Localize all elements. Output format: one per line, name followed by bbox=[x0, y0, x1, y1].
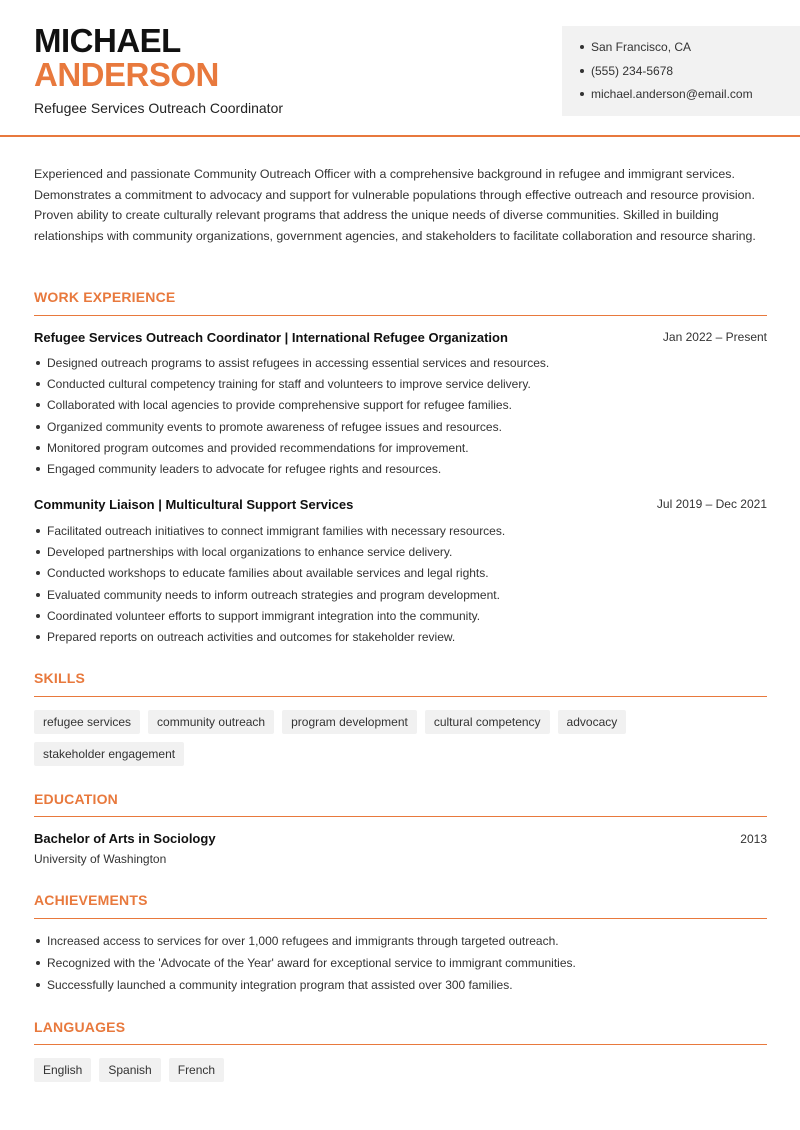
education-degree: Bachelor of Arts in Sociology bbox=[34, 831, 216, 846]
skill-tag: stakeholder engagement bbox=[34, 742, 184, 766]
list-item: Successfully launched a community integration program that assisted over 300 families. bbox=[34, 977, 767, 999]
skills-tags bbox=[34, 710, 767, 766]
section-title-languages: LANGUAGES bbox=[34, 1019, 126, 1035]
education-school: University of Washington bbox=[34, 852, 167, 866]
list-item: Designed outreach programs to assist refugees in accessing essential services and resources. bbox=[34, 355, 767, 376]
skill-tag: program development bbox=[282, 710, 417, 734]
contact-phone: (555) 234-5678 bbox=[578, 63, 800, 87]
job-date: Jan 2022 – Present bbox=[662, 330, 767, 344]
list-item: Recognized with the 'Advocate of the Year' award for exceptional service to immigrant communities. bbox=[34, 955, 767, 977]
list-item: Coordinated volunteer efforts to support immigrant integration into the community. bbox=[34, 608, 767, 629]
job-header bbox=[34, 497, 767, 512]
list-item: Organized community events to promote awareness of refugee issues and resources. bbox=[34, 419, 767, 440]
contact-location: San Francisco, CA bbox=[578, 39, 800, 63]
contact-email[interactable]: michael.anderson@email.com bbox=[578, 86, 800, 110]
section-divider bbox=[34, 1044, 767, 1045]
job-role: Refugee Services Outreach Coordinator | International Refugee Organization bbox=[34, 330, 508, 345]
last-name: ANDERSON bbox=[34, 56, 219, 93]
list-item: Facilitated outreach initiatives to connect immigrant families with necessary resources. bbox=[34, 523, 767, 544]
education-year: 2013 bbox=[740, 832, 767, 846]
list-item: Prepared reports on outreach activities and outcomes for stakeholder review. bbox=[34, 629, 767, 650]
languages-tags bbox=[34, 1058, 767, 1082]
job-header bbox=[34, 330, 767, 345]
job-date: Jul 2019 – Dec 2021 bbox=[656, 497, 767, 511]
summary-paragraph: Experienced and passionate Community Outreach Officer with a comprehensive background in refugee and immigrant services. Demonstrates a commitment to advocacy and support for vulnerable populations through effective outreach and resource provision. Proven ability to create culturally relevant programs that address the unique needs of diverse communities. Skilled in building relationships with community organizations, government agencies, and stakeholders to facilitate collaboration and resource sharing. bbox=[34, 167, 756, 243]
list-item: Conducted cultural competency training for staff and volunteers to improve service delivery. bbox=[34, 376, 767, 397]
list-item: Monitored program outcomes and provided recommendations for improvement. bbox=[34, 440, 767, 461]
section-title-achievements: ACHIEVEMENTS bbox=[34, 892, 148, 908]
skill-tag: refugee services bbox=[34, 710, 140, 734]
section-title-work: WORK EXPERIENCE bbox=[34, 289, 176, 305]
section-divider bbox=[34, 696, 767, 697]
list-item: Developed partnerships with local organizations to enhance service delivery. bbox=[34, 544, 767, 565]
section-divider bbox=[34, 315, 767, 316]
section-divider bbox=[34, 918, 767, 919]
skill-tag: advocacy bbox=[558, 710, 627, 734]
job-title: Refugee Services Outreach Coordinator bbox=[34, 100, 284, 116]
job-role: Community Liaison | Multicultural Support Services bbox=[34, 497, 354, 512]
list-item: Increased access to services for over 1,000 refugees and immigrants through targeted outreach. bbox=[34, 933, 767, 955]
section-title-skills: SKILLS bbox=[34, 670, 85, 686]
skill-tag: community outreach bbox=[148, 710, 274, 734]
achievements-list bbox=[34, 933, 767, 999]
skill-tag: cultural competency bbox=[425, 710, 550, 734]
list-item: Engaged community leaders to advocate for refugee rights and resources. bbox=[34, 461, 767, 482]
language-tag: English bbox=[34, 1058, 91, 1082]
section-title-education: EDUCATION bbox=[34, 791, 118, 807]
contact-box bbox=[562, 26, 800, 116]
list-item: Conducted workshops to educate families about available services and legal rights. bbox=[34, 565, 767, 586]
first-name: MICHAEL bbox=[34, 22, 181, 59]
job-bullets bbox=[34, 355, 767, 482]
resume-header bbox=[0, 0, 800, 137]
job-bullets bbox=[34, 523, 767, 650]
list-item: Evaluated community needs to inform outreach strategies and program development. bbox=[34, 587, 767, 608]
section-divider bbox=[34, 816, 767, 817]
language-tag: French bbox=[169, 1058, 224, 1082]
language-tag: Spanish bbox=[99, 1058, 160, 1082]
list-item: Collaborated with local agencies to provide comprehensive support for refugee families. bbox=[34, 397, 767, 418]
